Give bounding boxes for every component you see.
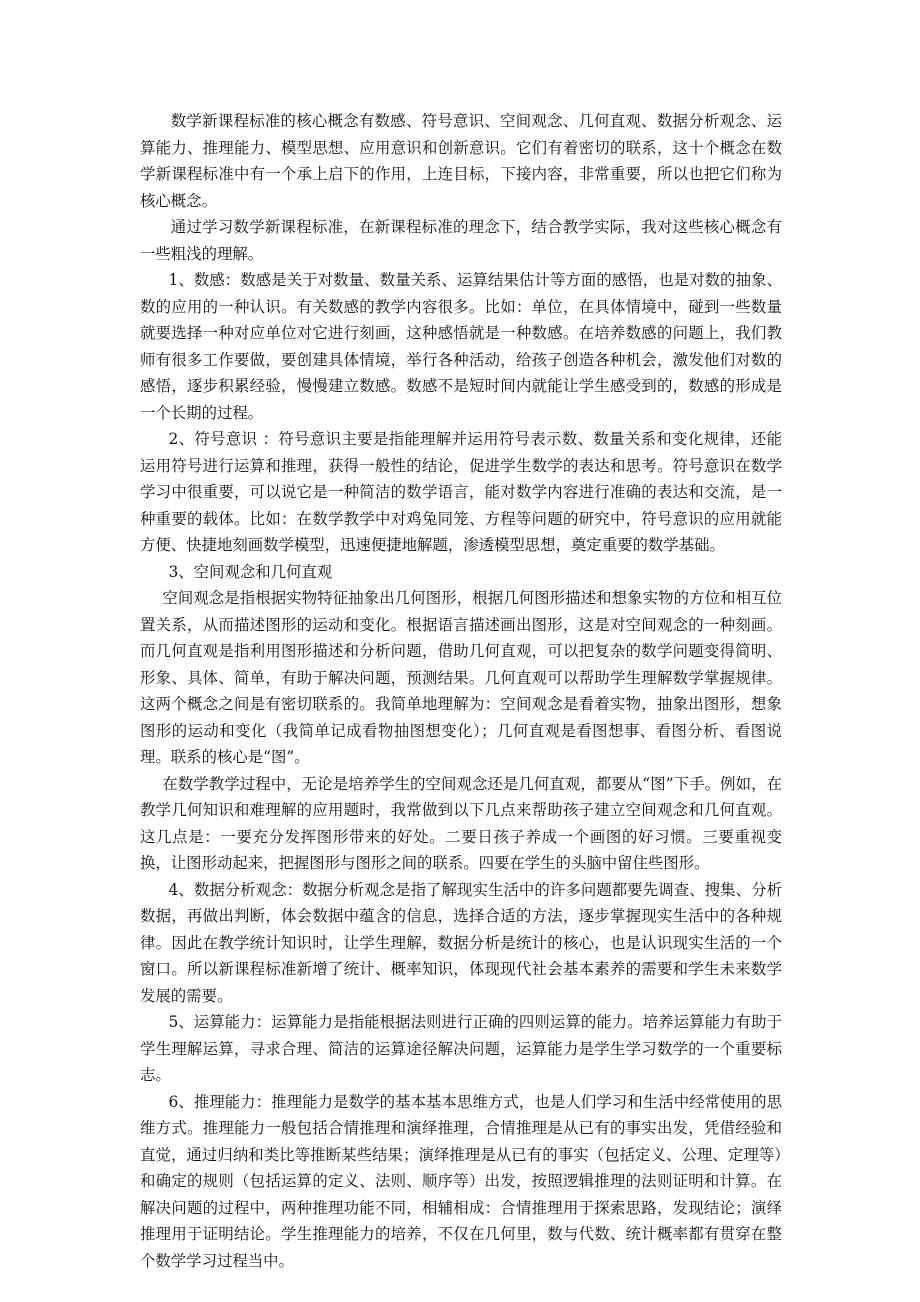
- computation-ability-paragraph: 5、运算能力：运算能力是指能根据法则进行正确的四则运算的能力。培养运算能力有助于学生理解运算，寻求合理、简洁的运算途径解决问题，运算能力是学生学习数学的一个重要标志。: [140, 1013, 782, 1084]
- spatial-concept-paragraph: 空间观念是指根据实物特征抽象出几何图形，根据几何图形描述和想象实物的方位和相互位置关系，从而描述图形的运动和变化。根据语言描述画出图形，这是对空间观念的一种刻画。而几何直观是指利用图形描述和分析问题，借助几何直观，可以把复杂的数学问题变得简明、形象、具体、简单，有助于解决问题，预测结果。几何直观可以帮助学生理解数学掌握规律。这两个概念之间是有密切联系的。我简单地理解为：空间观念是看着实物，抽象出图形，想象图形的运动和变化（我简单记成看物抽图想变化）；几何直观是看图想事、看图分析、看图说理。联系的核心是“图”。: [140, 589, 782, 766]
- spatial-geometry-heading: 3、空间观念和几何直观: [168, 562, 333, 581]
- understanding-paragraph: 通过学习数学新课程标准，在新课程标准的理念下，结合教学实际，我对这些核心概念有一些粗浅的理解。: [140, 218, 782, 263]
- number-sense-paragraph: 1、数感：数感是关于对数量、数量关系、运算结果估计等方面的感悟，也是对数的抽象、数的应用的一种认识。有关数感的教学内容很多。比如：单位，在具体情境中，碰到一些数量就要选择一种对应单位对它进行刻画，这种感悟就是一种数感。在培养数感的问题上，我们教师有很多工作要做，要创建具体情境，举行各种活动，给孩子创造各种机会，激发他们对数的感悟，逐步积累经验，慢慢建立数感。数感不是短时间内就能让学生感受到的，数感的形成是一个长期的过程。: [140, 271, 782, 422]
- symbol-awareness-paragraph: 2、符号意识 ：符号意识主要是指能理解并运用符号表示数、数量关系和变化规律，还能运用符号进行运算和推理，获得一般性的结论，促进学生数学的表达和思考。符号意识在数学学习中很重要，可以说它是一种简洁的数学语言，能对数学内容进行准确的表达和交流，是一种重要的载体。比如：在数学教学中对鸡兔同笼、方程等问题的研究中，符号意识的应用就能方便、快捷地刻画数学模型，迅速便捷地解题，渗透模型思想，奠定重要的数学基础。: [140, 430, 782, 554]
- teaching-process-paragraph: 在数学教学过程中，无论是培养学生的空间观念还是几何直观，都要从“图”下手。例如，在教学几何知识和难理解的应用题时，我常做到以下几点来帮助孩子建立空间观念和几何直观。这几点是：一要充分发挥图形带来的好处。二要日孩子养成一个画图的好习惯。三要重视变换，让图形动起来，把握图形与图形之间的联系。四要在学生的头脑中留住些图形。: [140, 774, 782, 872]
- document-body: [140, 108, 782, 1274]
- reasoning-ability-paragraph: 6、推理能力：推理能力是数学的基本基本思维方式，也是人们学习和生活中经常使用的思维方式。推理能力一般包括合情推理和演绎推理，合情推理是从已有的事实出发，凭借经验和直觉，通过归纳和类比等推断某些结果；演绎推理是从已有的事实（包括定义、公理、定理等）和确定的规则（包括运算的定义、法则、顺序等）出发，按照逻辑推理的法则证明和计算。在解决问题的过程中，两种推理功能不同，相辅相成：合情推理用于探索思路，发现结论；演绎推理用于证明结论。学生推理能力的培养，不仅在几何里，数与代数、统计概率都有贯穿在整个数学学习过程当中。: [140, 1092, 782, 1270]
- intro-paragraph: 数学新课程标准的核心概念有数感、符号意识、空间观念、几何直观、数据分析观念、运算能力、推理能力、模型思想、应用意识和创新意识。它们有着密切的联系，这十个概念在数学新课程标准中有一个承上启下的作用，上连目标，下接内容，非常重要，所以也把它们称为核心概念。: [140, 112, 782, 210]
- data-analysis-paragraph: 4、数据分析观念：数据分析观念是指了解现实生活中的许多问题都要先调查、搜集、分析数据，再做出判断，体会数据中蕴含的信息，选择合适的方法，逐步掌握现实生活中的各种规律。因此在教学统计知识时，让学生理解，数据分析是统计的核心，也是认识现实生活的一个窗口。所以新课程标准新增了统计、概率知识，体现现代社会基本素养的需要和学生未来数学发展的需要。: [140, 880, 782, 1005]
